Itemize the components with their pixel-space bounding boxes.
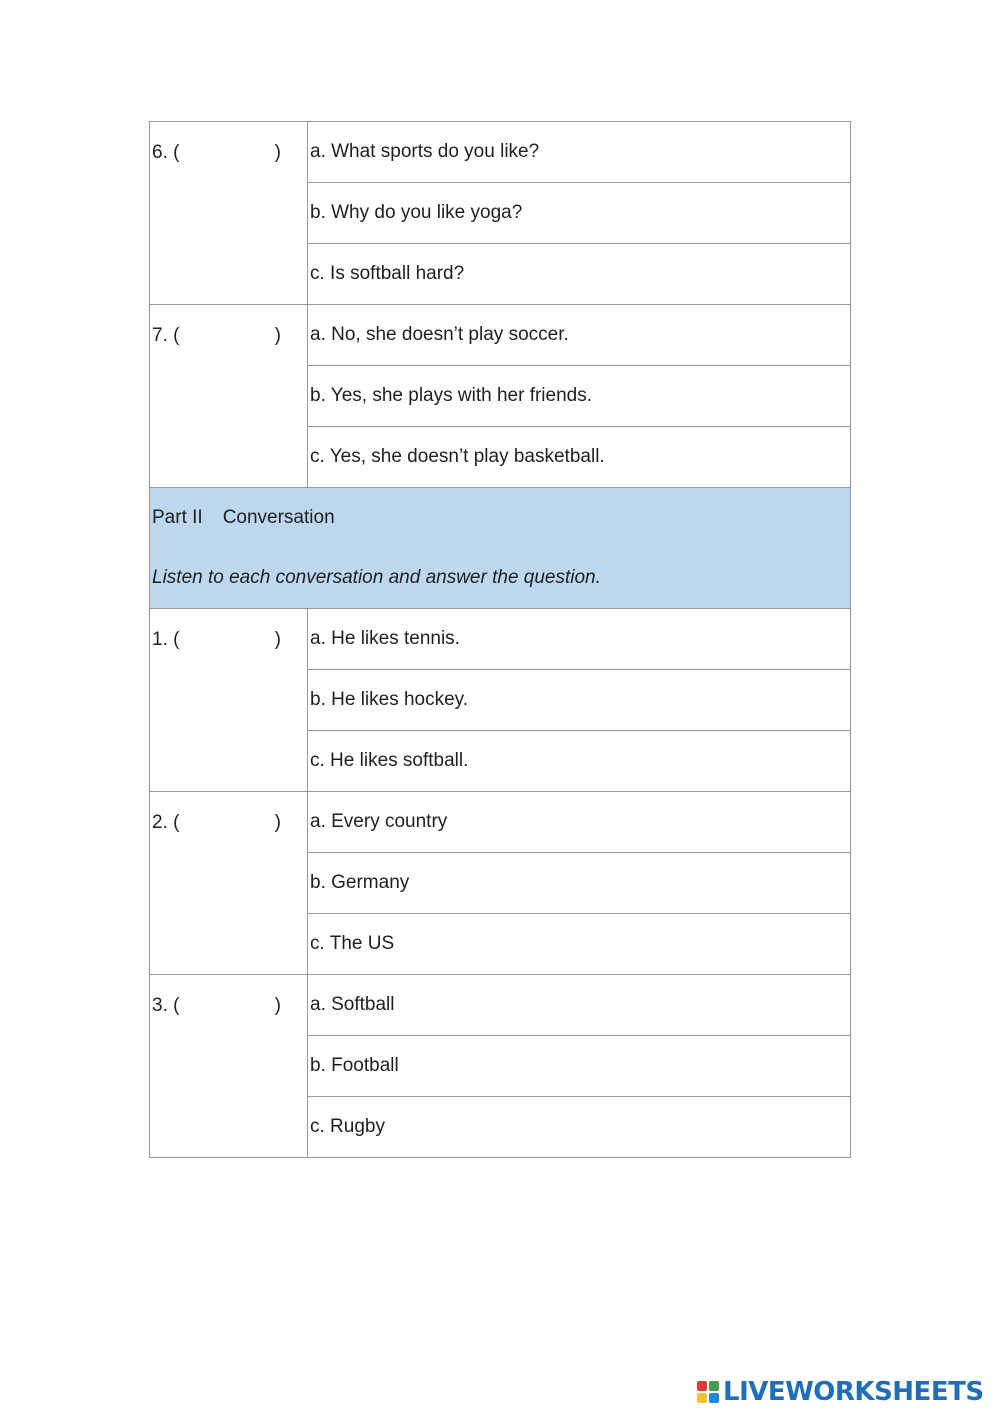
worksheet-table bbox=[149, 121, 851, 1158]
logo-mark-icon bbox=[697, 1381, 719, 1403]
question-number: 1. ( bbox=[152, 628, 180, 650]
table-row bbox=[150, 305, 851, 366]
option: b. He likes hockey. bbox=[308, 670, 851, 731]
answer-blank[interactable]: ) bbox=[274, 324, 281, 346]
question-number: 3. ( bbox=[152, 994, 180, 1016]
question-number-cell bbox=[150, 122, 308, 305]
question-number-cell bbox=[150, 609, 308, 792]
option: a. He likes tennis. bbox=[308, 609, 851, 670]
question-number-cell bbox=[150, 792, 308, 975]
option: a. Softball bbox=[308, 975, 851, 1036]
logo-text: LIVEWORKSHEETS bbox=[723, 1377, 984, 1407]
logo-square bbox=[709, 1393, 719, 1403]
table-row bbox=[150, 792, 851, 853]
question-number: 7. ( bbox=[152, 324, 180, 346]
part-instruction: Listen to each conversation and answer the question. bbox=[152, 567, 601, 588]
logo-square bbox=[709, 1381, 719, 1391]
logo-square bbox=[697, 1393, 707, 1403]
option: b. Why do you like yoga? bbox=[308, 183, 851, 244]
part-label: Part II bbox=[152, 507, 203, 528]
option: c. Is softball hard? bbox=[308, 244, 851, 305]
part-title: Conversation bbox=[222, 507, 335, 528]
option: c. Rugby bbox=[308, 1097, 851, 1158]
option: b. Germany bbox=[308, 853, 851, 914]
option: b. Football bbox=[308, 1036, 851, 1097]
liveworksheets-logo bbox=[697, 1377, 984, 1407]
option: c. He likes softball. bbox=[308, 731, 851, 792]
option: a. No, she doesn’t play soccer. bbox=[308, 305, 851, 366]
question-number-cell bbox=[150, 975, 308, 1158]
question-number: 2. ( bbox=[152, 811, 180, 833]
answer-blank[interactable]: ) bbox=[274, 628, 281, 650]
table-row bbox=[150, 609, 851, 670]
answer-blank[interactable]: ) bbox=[274, 141, 281, 163]
table-row bbox=[150, 975, 851, 1036]
option: c. The US bbox=[308, 914, 851, 975]
option: b. Yes, she plays with her friends. bbox=[308, 366, 851, 427]
option: a. Every country bbox=[308, 792, 851, 853]
logo-square bbox=[697, 1381, 707, 1391]
table-row bbox=[150, 122, 851, 183]
option: a. What sports do you like? bbox=[308, 122, 851, 183]
part-header-row bbox=[150, 488, 851, 609]
answer-blank[interactable]: ) bbox=[274, 811, 281, 833]
part-header bbox=[150, 488, 851, 609]
question-number: 6. ( bbox=[152, 141, 180, 163]
option: c. Yes, she doesn’t play basketball. bbox=[308, 427, 851, 488]
question-number-cell bbox=[150, 305, 308, 488]
answer-blank[interactable]: ) bbox=[274, 994, 281, 1016]
